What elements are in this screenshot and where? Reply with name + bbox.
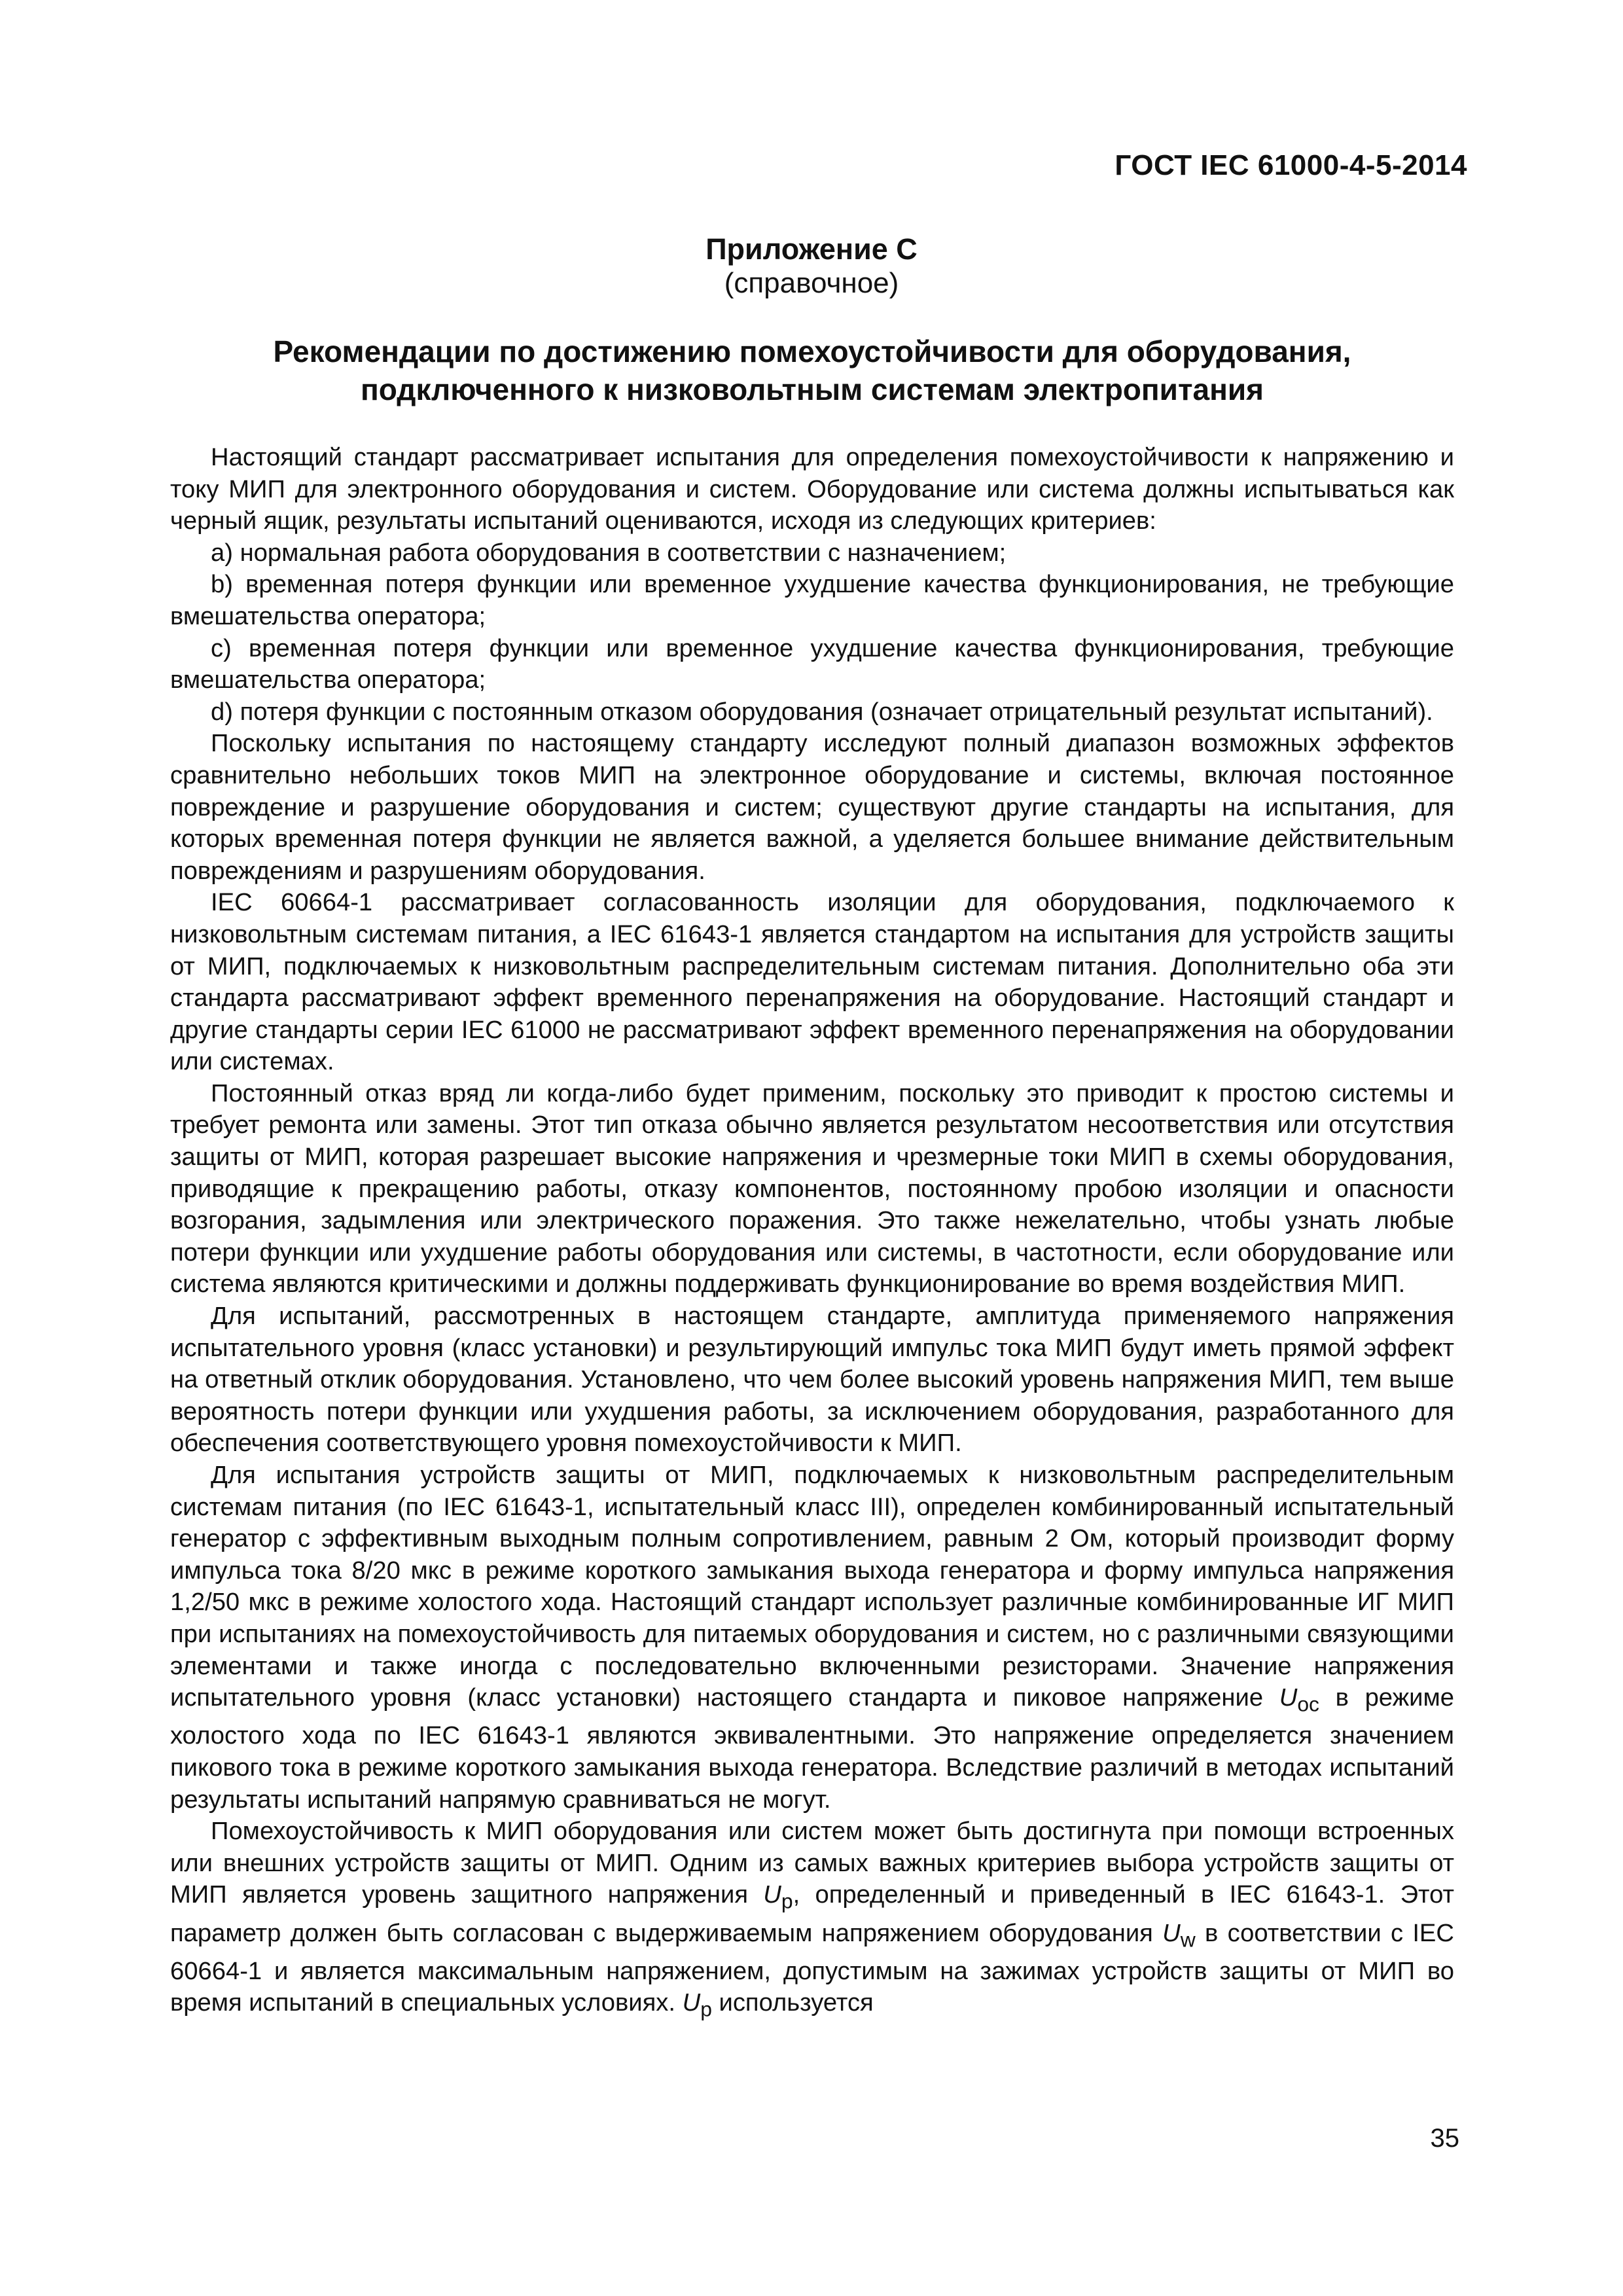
symbol-u: U	[682, 1988, 701, 2017]
section-title-line-1: Рекомендации по достижению помехоустойчивости для оборудования,	[273, 334, 1351, 368]
paragraph: Настоящий стандарт рассматривает испытания для определения помехоустойчивости к напряжению и току МИП для электронного оборудования и систем. Оборудование или система должны испытываться как черный ящик, результаты испытаний оцениваются, исходя из следующих критериев:	[170, 443, 1454, 535]
symbol-u: U	[1279, 1683, 1298, 1712]
paragraph-text: Для испытания устройств защиты от МИП, подключаемых к низковольтным распределительным системам питания (по IEC 61643-1, испытательный класс III), определен комбинированный испытательный генератор с эффективным выходным полным сопротивлением, равным 2 Ом, который производит форму импульса тока 8/20 мкс в режиме короткого замыкания выхода генератора и форму импульса напряжения 1,2/50 мкс в режиме холостого хода. Настоящий стандарт использует различные комбинированные ИГ МИП при испытаниях на помехоустойчивость для питаемых оборудования и систем, но с различными связующими элементами и также иногда с последовательно включенными резисторами. Значение напряжения испытательного уровня (класс установки) настоящего стандарта и пиковое напряжение	[170, 1461, 1454, 1712]
list-item-d: d) потеря функции с постоянным отказом оборудования (означает отрицательный результат испытаний).	[211, 697, 1433, 726]
symbol-u: U	[763, 1880, 781, 1909]
section-title	[170, 332, 1454, 408]
section-title-line-2: подключенного к низковольтным системам электропитания	[361, 372, 1264, 406]
paragraph-text: в соответствии с IEC 60664-1 и является максимальным напряжением, допустимым на зажимах устройств защиты от МИП во время испытаний в специальных условиях.	[170, 1918, 1454, 2017]
list-item-a: а) нормальная работа оборудования в соответствии с назначением;	[211, 538, 1007, 567]
appendix-title: Приложение С	[705, 232, 918, 266]
paragraph-text: , определенный и приведенный в IEC 61643-1. Этот параметр должен быть согласован с выдерживаемым напряжением оборудования	[170, 1880, 1454, 1947]
paragraph: Поскольку испытания по настоящему стандарту исследуют полный диапазон возможных эффектов сравнительно небольших токов МИП на электронное оборудование и системы, включая постоянное повреждение и разрушение оборудования и систем; существуют другие стандарты на испытания, для которых временная потеря функции не является важной, а уделяется большее внимание действительным повреждениям и разрушениям оборудования.	[170, 729, 1454, 885]
symbol-u: U	[1162, 1918, 1181, 1947]
page-number: 35	[1430, 2124, 1459, 2153]
list-item-b: b) временная потеря функции или временное ухудшение качества функционирования, не требующие вмешательства оператора;	[170, 570, 1454, 630]
subscript: p	[781, 1890, 793, 1913]
subscript: oc	[1297, 1692, 1319, 1716]
appendix-type: (справочное)	[724, 267, 899, 299]
body-text	[170, 442, 1454, 2026]
paragraph	[170, 1816, 1454, 2025]
paragraph-text: используется	[711, 1988, 874, 2017]
paragraph	[170, 1460, 1454, 1816]
paragraph: Постоянный отказ вряд ли когда-либо будет применим, поскольку это приводит к простою системы и требует ремонта или замены. Этот тип отказа обычно является результатом несоответствия или отсутствия защиты от МИП, которая разрешает высокие напряжения и чрезмерные токи МИП в схемы оборудования, приводящие к прекращению работы, отказу компонентов, постоянному пробою изоляции и опасности возгорания, задымления или электрического поражения. Это также нежелательно, чтобы узнать любые потери функции или ухудшение работы оборудования или системы, в частотности, если оборудование или система являются критическими и должны поддерживать функционирование во время воздействия МИП.	[170, 1079, 1454, 1299]
subscript: w	[1180, 1928, 1196, 1952]
subscript: p	[700, 1998, 712, 2022]
paragraph-text: Помехоустойчивость к МИП оборудования или систем может быть достигнута при помощи встроенных или внешних устройств защиты от МИП. Одним из самых важных критериев выбора устройств защиты от МИП является уровень защитного напряжения	[170, 1817, 1454, 1909]
paragraph: IEC 60664-1 рассматривает согласованность изоляции для оборудования, подключаемого к низковольтным системам питания, а IEC 61643-1 является стандартом на испытания для устройств защиты от МИП, подключаемых к низковольтным распределительным системам питания. Дополнительно оба эти стандарта рассматривают эффект временного перенапряжения на оборудование. Настоящий стандарт и другие стандарты серии IEC 61000 не рассматривают эффект временного перенапряжения на оборудовании или системах.	[170, 888, 1454, 1076]
standard-code: ГОСТ IEC 61000-4-5-2014	[1115, 149, 1467, 181]
paragraph: Для испытаний, рассмотренных в настоящем стандарте, амплитуда применяемого напряжения испытательного уровня (класс установки) и результирующий импульс тока МИП будут иметь прямой эффект на ответный отклик оборудования. Установлено, что чем более высокий уровень напряжения МИП, тем выше вероятность потери функции или ухудшения работы, за исключением оборудования, разработанного для обеспечения соответствующего уровня помехоустойчивости к МИП.	[170, 1302, 1454, 1458]
list-item-c: c) временная потеря функции или временное ухудшение качества функционирования, требующие вмешательства оператора;	[170, 634, 1454, 694]
paragraph-text: в режиме холостого хода по IEC 61643-1 являются эквивалентными. Это напряжение определяется значением пикового тока в режиме короткого замыкания выхода генератора. Вследствие различий в методах испытаний результаты испытаний напрямую сравниваться не могут.	[170, 1683, 1454, 1814]
